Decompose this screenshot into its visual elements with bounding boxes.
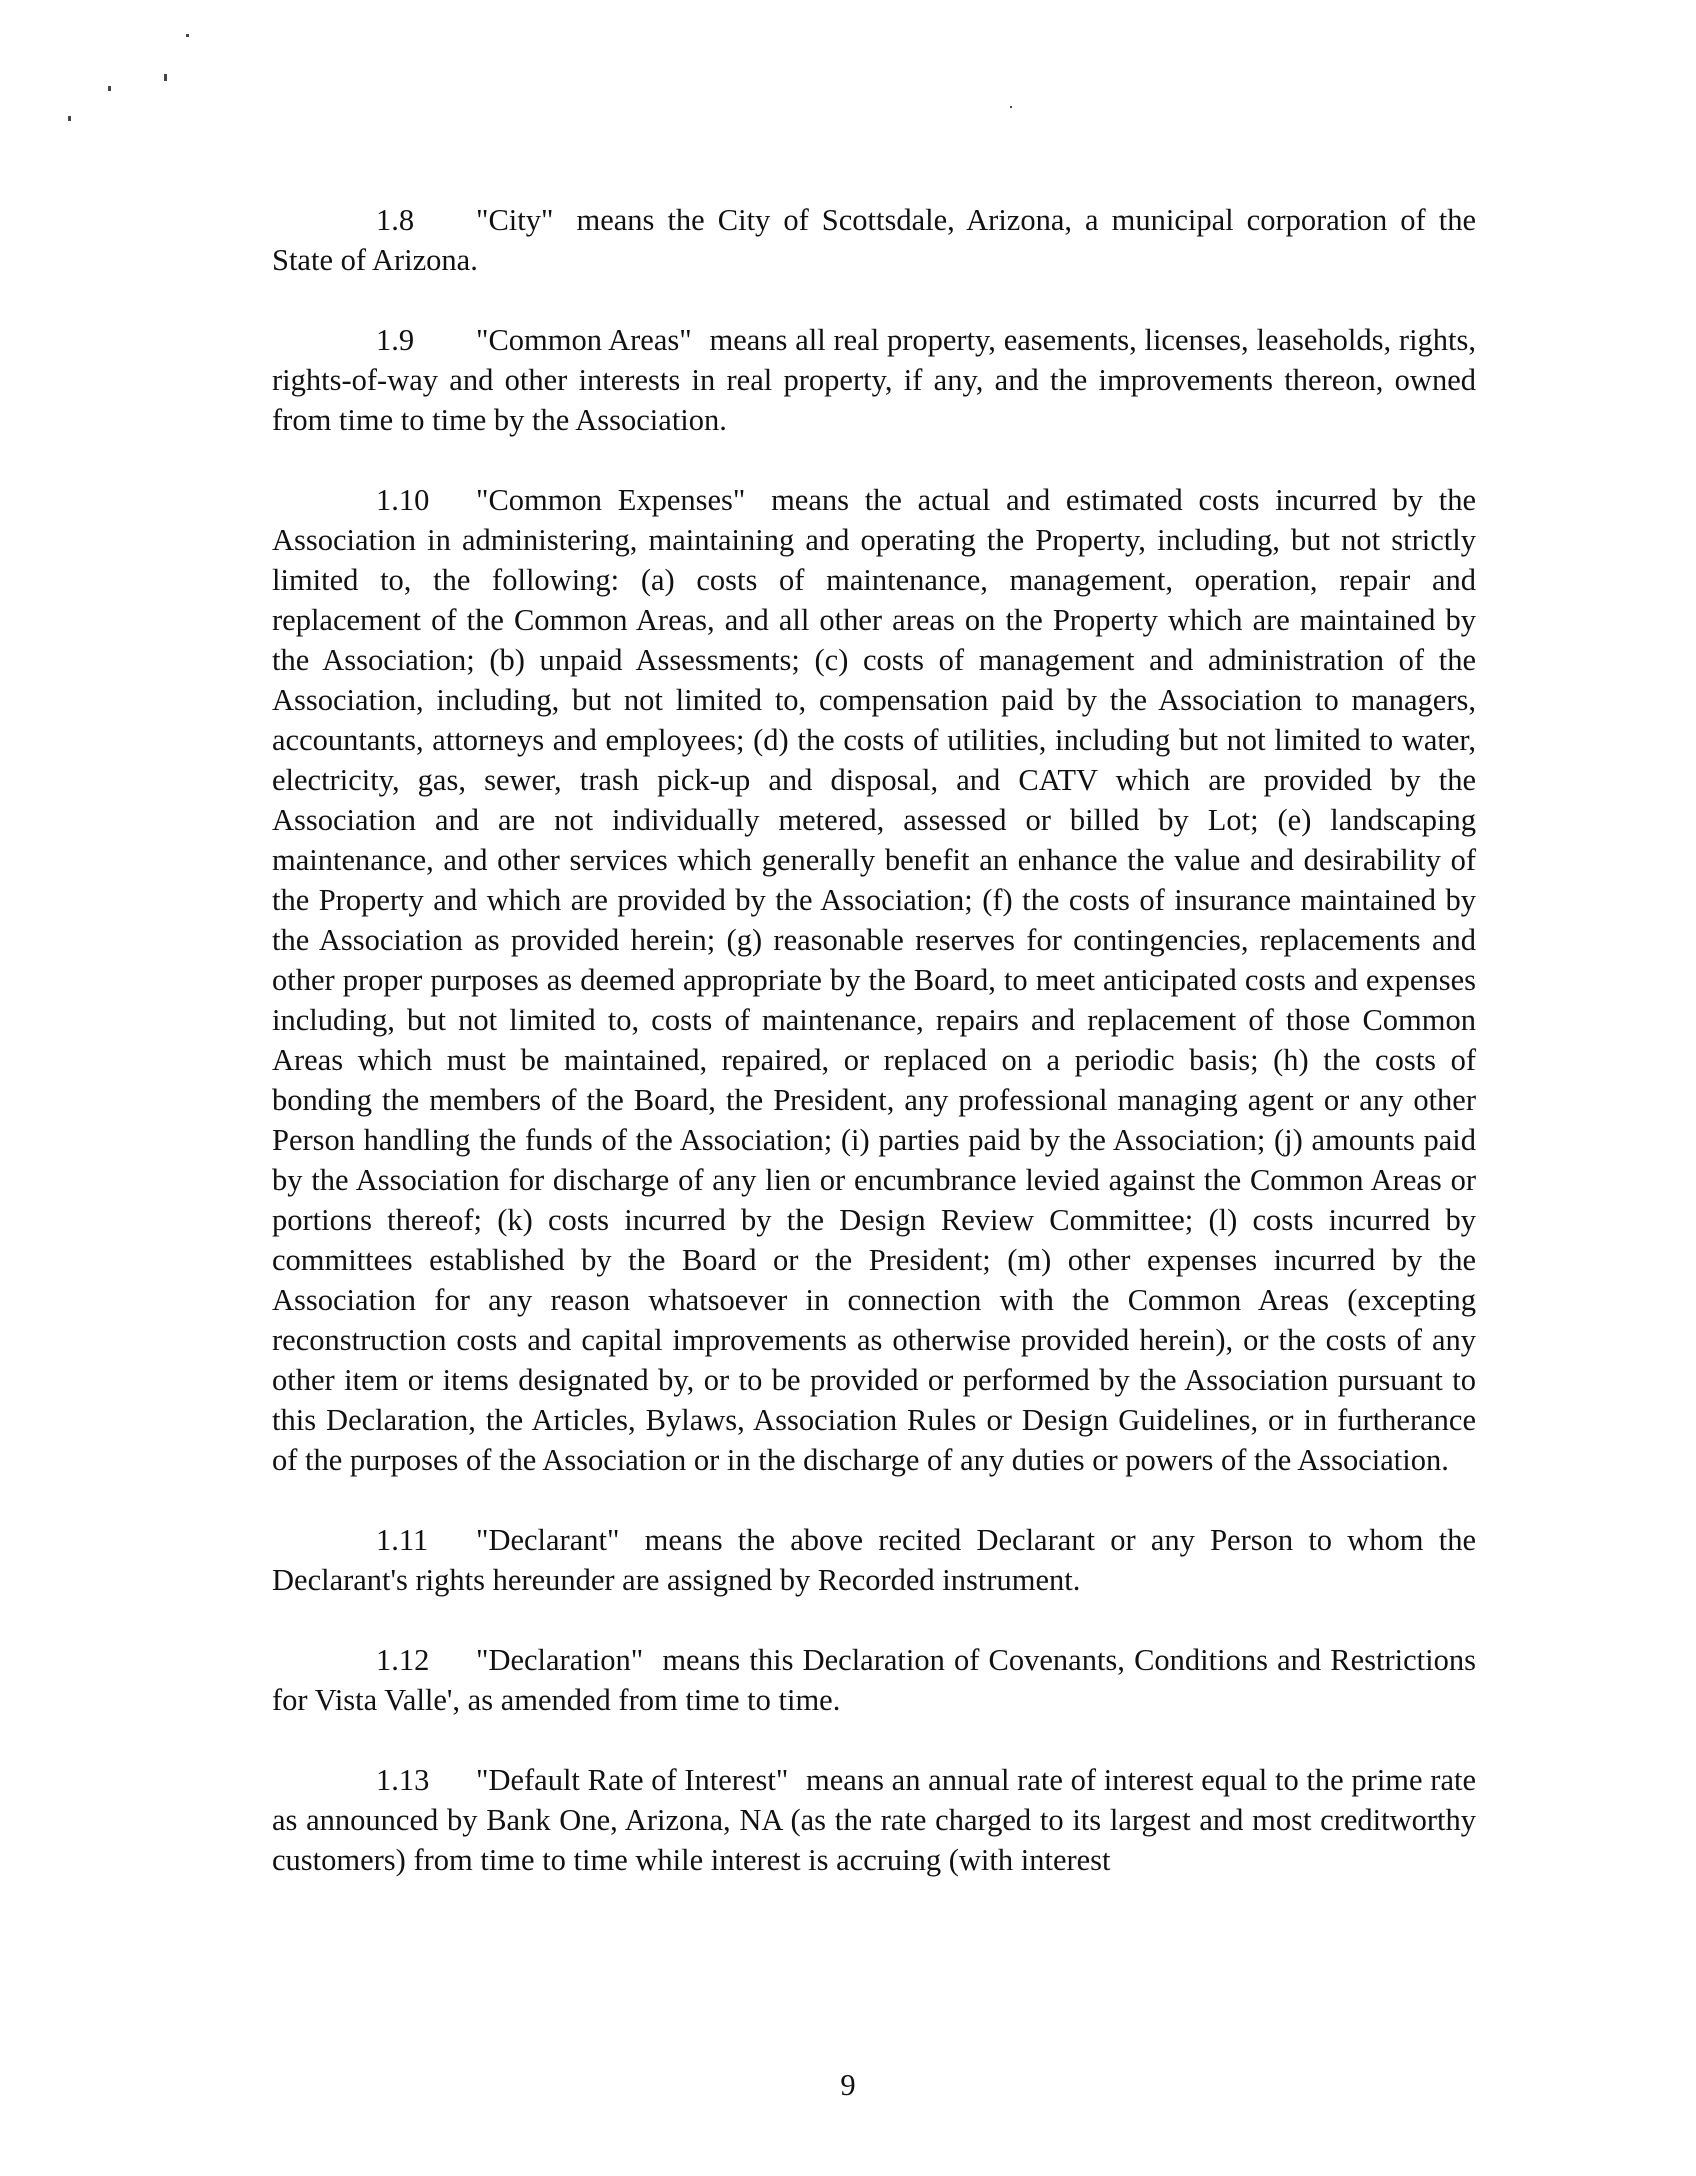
section-1-8 bbox=[272, 200, 1476, 280]
section-1-10 bbox=[272, 480, 1476, 1480]
defined-term: "Default Rate of Interest" bbox=[476, 1763, 789, 1797]
section-number: 1.9 bbox=[376, 323, 415, 357]
section-text: means an annual rate of interest equal to the prime rate as announced by Bank One, Arizona, NA (as the rate charged to its largest and most creditworthy customers) from time to time while interest is accruing (with interest bbox=[272, 1763, 1476, 1877]
defined-term: "City" bbox=[476, 203, 554, 237]
defined-term: "Declaration" bbox=[476, 1643, 644, 1677]
scan-speck bbox=[1010, 106, 1012, 108]
section-1-13 bbox=[272, 1760, 1476, 1880]
section-text: means all real property, easements, licenses, leaseholds, rights, rights-of-way and other interests in real property, if any, and the improvements thereon, owned from time to time by the Association. bbox=[272, 323, 1477, 437]
section-text: means this Declaration of Covenants, Conditions and Restrictions for Vista Valle', as amended from time to time. bbox=[272, 1643, 1477, 1717]
scan-speck bbox=[108, 86, 111, 91]
section-number: 1.13 bbox=[376, 1763, 430, 1797]
section-text: means the above recited Declarant or any Person to whom the Declarant's rights hereunder are assigned by Recorded instrument. bbox=[272, 1523, 1476, 1597]
scan-speck bbox=[186, 34, 189, 37]
defined-term: "Common Areas" bbox=[476, 323, 692, 357]
section-1-9 bbox=[272, 320, 1476, 440]
scan-speck bbox=[68, 116, 71, 121]
section-1-12 bbox=[272, 1640, 1476, 1720]
scan-speck bbox=[164, 74, 167, 81]
section-number: 1.10 bbox=[376, 483, 430, 517]
defined-term: "Common Expenses" bbox=[476, 483, 746, 517]
section-text: means the actual and estimated costs incurred by the Association in administering, maintaining and operating the Property, including, but not strictly limited to, the following: (a) costs of maintenance, management, operation, repair and replacement of the Common Areas, and all other areas on the Property which are maintained by the Association; (b) unpaid Assessments; (c) costs of management and administration of the Association, including, but not limited to, compensation paid by the Association to managers, accountants, attorneys and employees; (d) the costs of utilities, including but not limited to water, electricity, gas, sewer, trash pick-up and disposal, and CATV which are provided by the Association and are not individually metered, assessed or billed by Lot; (e) landscaping maintenance, and other services which generally benefit an enhance the value and desirability of the Property and which are provided by the Association; (f) the costs of insurance maintained by the Association as provided herein; (g) reasonable reserves for contingencies, replacements and other proper purposes as deemed appropriate by the Board, to meet anticipated costs and expenses including, but not limited to, costs of maintenance, repairs and replacement of those Common Areas which must be maintained, repaired, or replaced on a periodic basis; (h) the costs of bonding the members of the Board, the President, any professional managing agent or any other Person handling the funds of the Association; (i) parties paid by the Association; (j) amounts paid by the Association for discharge of any lien or encumbrance levied against the Common Areas or portions thereof; (k) costs incurred by the Design Review Committee; (l) costs incurred by committees established by the Board or the President; (m) other expenses incurred by the Association for any reason whatsoever in connection with the Common Areas (excepting reconstruction costs and capital improvements as otherwise provided herein), or the costs of any other item or items designated by, or to be provided or performed by the Association pursuant to this Declaration, the Articles, Bylaws, Association Rules or Design Guidelines, or in furtherance of the purposes of the Association or in the discharge of any duties or powers of the Association. bbox=[272, 483, 1477, 1477]
defined-term: "Declarant" bbox=[476, 1523, 620, 1557]
section-number: 1.8 bbox=[376, 203, 415, 237]
section-text: means the City of Scottsdale, Arizona, a municipal corporation of the State of Arizona. bbox=[272, 203, 1476, 277]
section-number: 1.11 bbox=[376, 1523, 429, 1557]
page-number: 9 bbox=[840, 2068, 856, 2102]
section-1-11 bbox=[272, 1520, 1476, 1600]
section-number: 1.12 bbox=[376, 1643, 430, 1677]
document-body bbox=[272, 200, 1476, 1920]
